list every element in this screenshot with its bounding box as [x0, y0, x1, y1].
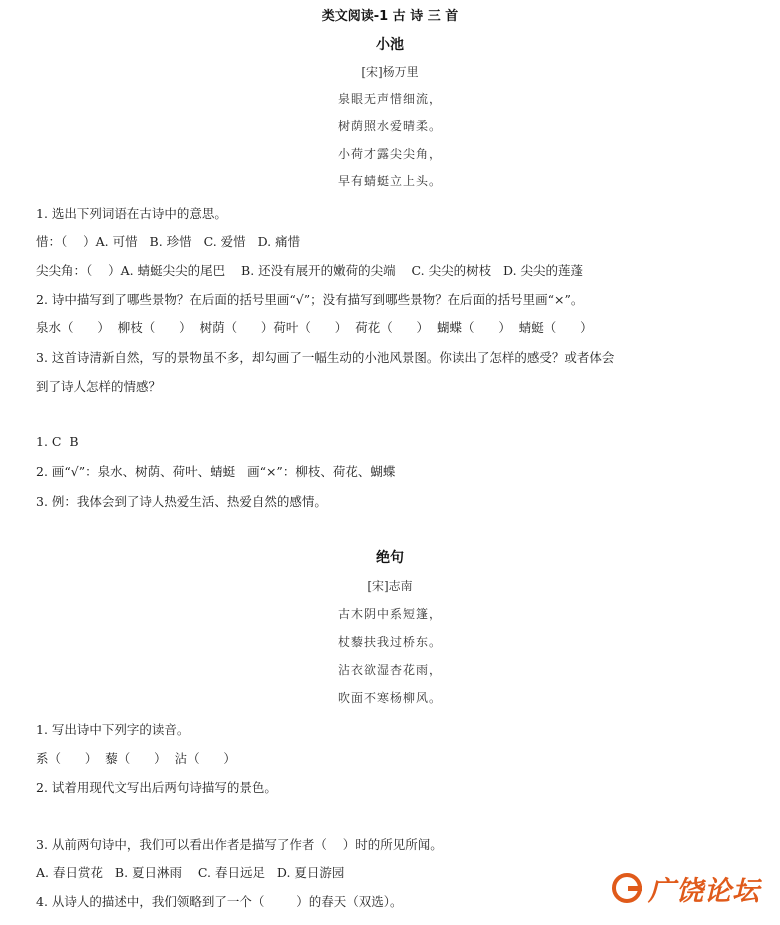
question-text: 2. 试着用现代文写出后两句诗描写的景色。 — [36, 780, 277, 795]
watermark — [612, 866, 772, 910]
question-blanks: 泉水（ ） 柳枝（ ） 树荫（ ）荷叶（ ） 荷花（ ） 蝴蝶（ ） 蜻蜓（ ） — [36, 320, 593, 335]
question-blanks: 系（ ） 藜（ ） 沾（ ） — [36, 751, 236, 766]
poem-verse: 沾衣欲湿杏花雨， — [337, 663, 442, 677]
poem-verse: 泉眼无声惜细流， — [337, 92, 442, 106]
poem-verse: 吹面不寒杨柳风。 — [337, 691, 442, 705]
question-options: 惜：（ ）A. 可惜 B. 珍惜 C. 爱惜 D. 痛惜 — [36, 234, 301, 249]
poem-title: 小池 — [376, 37, 404, 53]
question-options: A. 春日赏花 B. 夏日淋雨 C. 春日远足 D. 夏日游园 — [36, 865, 345, 880]
question-options: 尖尖角：（ ）A. 蜻蜓尖尖的尾巴 B. 还没有展开的嫩荷的尖端 C. 尖尖的树枝 D. 尖尖的莲蓬 — [36, 263, 584, 278]
poem-author: [宋]志南 — [367, 579, 413, 593]
poem-verse: 古木阴中系短篷， — [337, 607, 442, 621]
question-text: 4. 从诗人的描述中，我们领略到了一个（ ）的春天（双选）。 — [36, 894, 403, 909]
poem-verse: 早有蜻蜓立上头。 — [337, 174, 442, 188]
poem-title: 绝句 — [376, 550, 404, 566]
poem-verse: 杖藜扶我过桥东。 — [337, 635, 442, 649]
document-title: 类文阅读-1 古 诗 三 首 — [321, 9, 459, 24]
question-text: 3. 这首诗清新自然，写的景物虽不多，却勾画了一幅生动的小池风景图。你读出了怎样的感受？或者体会 — [36, 350, 615, 365]
question-text: 到了诗人怎样的情感？ — [36, 379, 162, 394]
question-text: 3. 从前两句诗中，我们可以看出作者是描写了作者（ ）时的所见所闻。 — [36, 837, 443, 852]
question-text: 1. 选出下列词语在古诗中的意思。 — [36, 206, 227, 221]
poem-verse: 树荫照水爱晴柔。 — [337, 119, 442, 133]
question-text: 1. 写出诗中下列字的读音。 — [36, 722, 190, 737]
forum-logo-icon — [612, 873, 642, 903]
watermark-text: 广饶论坛 — [648, 875, 760, 907]
poem-author: [宋]杨万里 — [361, 65, 419, 79]
question-text: 2. 诗中描写到了哪些景物？在后面的括号里画“√”；没有描写到哪些景物？在后面的括号里画“×”。 — [36, 292, 584, 307]
answer-text: 1. C B — [36, 434, 79, 449]
answer-text: 2. 画“√”：泉水、树荫、荷叶、蜻蜓 画“×”：柳枝、荷花、蝴蝶 — [36, 464, 396, 479]
poem-verse: 小荷才露尖尖角， — [337, 147, 442, 161]
answer-text: 3. 例：我体会到了诗人热爱生活、热爱自然的感情。 — [36, 494, 327, 509]
